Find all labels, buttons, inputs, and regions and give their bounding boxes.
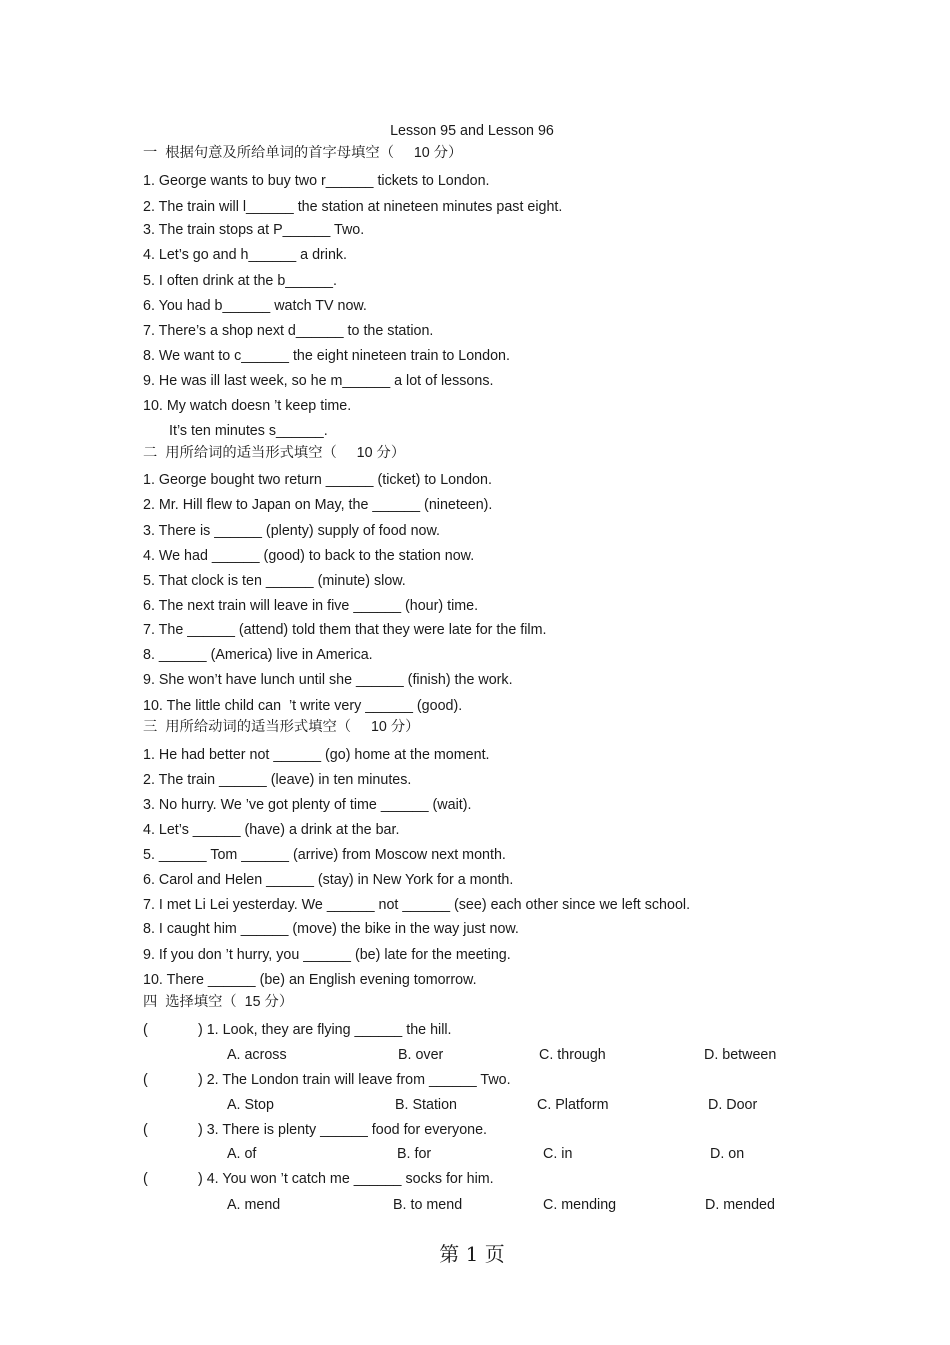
choice-option: C. Platform (537, 1097, 609, 1113)
question-line: 9. He was ill last week, so he m______ a lot of lessons. (143, 373, 494, 389)
section-heading-3: 三 用所给动词的适当形式填空（ 10 分） (143, 719, 420, 735)
choice-option: D. on (710, 1146, 745, 1162)
choice-option: D. mended (705, 1197, 775, 1213)
question-line: 9. She won’t have lunch until she ______ (finish) the work. (143, 672, 513, 688)
answer-paren: ( (143, 1122, 148, 1138)
choice-option: A. across (227, 1047, 287, 1063)
question-line: 2. The train ______ (leave) in ten minutes. (143, 772, 412, 788)
question-line: 6. The next train will leave in five ______ (hour) time. (143, 598, 479, 614)
choice-option: A. Stop (227, 1097, 274, 1113)
choice-option: B. Station (395, 1097, 457, 1113)
question-line: 3. There is ______ (plenty) supply of food now. (143, 523, 440, 539)
question-line: 4. Let’s ______ (have) a drink at the bar. (143, 822, 400, 838)
section-heading-2: 二 用所给词的适当形式填空（ 10 分） (143, 445, 406, 461)
question-line: 1. George wants to buy two r______ tickets to London. (143, 173, 490, 189)
question-line: 2. The train will l______ the station at nineteen minutes past eight. (143, 199, 563, 215)
question-line: 8. ______ (America) live in America. (143, 647, 373, 663)
question-line: 5. ______ Tom ______ (arrive) from Moscow next month. (143, 847, 506, 863)
choice-option: A. mend (227, 1197, 281, 1213)
choice-question-stem: ) 3. There is plenty ______ food for everyone. (198, 1122, 488, 1138)
choice-question-stem: ) 2. The London train will leave from ______ Two. (198, 1072, 511, 1088)
answer-paren: ( (143, 1022, 148, 1038)
question-line: 10. The little child can ’t write very ______ (good). (143, 698, 463, 714)
choice-option: C. mending (543, 1197, 617, 1213)
question-line: 10. There ______ (be) an English evening tomorrow. (143, 972, 477, 988)
choice-option: B. over (398, 1047, 444, 1063)
question-line: 10. My watch doesn ’t keep time. (143, 398, 352, 414)
question-line-continued: It’s ten minutes s______. (169, 423, 328, 439)
page-number-footer: 第 1 页 (439, 1242, 505, 1266)
section-heading-4: 四 选择填空（ 15 分） (143, 994, 294, 1010)
answer-paren: ( (143, 1072, 148, 1088)
question-line: 8. I caught him ______ (move) the bike in the way just now. (143, 921, 519, 937)
question-line: 3. The train stops at P______ Two. (143, 222, 365, 238)
choice-question-stem: ) 1. Look, they are flying ______ the hill. (198, 1022, 452, 1038)
question-line: 4. We had ______ (good) to back to the station now. (143, 548, 475, 564)
question-line: 7. There’s a shop next d______ to the station. (143, 323, 434, 339)
question-line: 1. George bought two return ______ (ticket) to London. (143, 472, 492, 488)
question-line: 8. We want to c______ the eight nineteen train to London. (143, 348, 510, 364)
choice-option: C. through (539, 1047, 606, 1063)
choice-option: B. for (397, 1146, 432, 1162)
question-line: 1. He had better not ______ (go) home at the moment. (143, 747, 490, 763)
question-line: 5. I often drink at the b______. (143, 273, 337, 289)
question-line: 4. Let’s go and h______ a drink. (143, 247, 348, 263)
choice-question-stem: ) 4. You won ’t catch me ______ socks for him. (198, 1171, 494, 1187)
question-line: 6. You had b______ watch TV now. (143, 298, 367, 314)
question-line: 6. Carol and Helen ______ (stay) in New York for a month. (143, 872, 514, 888)
choice-option: B. to mend (393, 1197, 463, 1213)
choice-option: D. between (704, 1047, 777, 1063)
question-line: 2. Mr. Hill flew to Japan on May, the ______ (nineteen). (143, 497, 493, 513)
question-line: 5. That clock is ten ______ (minute) slow. (143, 573, 406, 589)
choice-option: C. in (543, 1146, 573, 1162)
choice-option: A. of (227, 1146, 257, 1162)
question-line: 3. No hurry. We ’ve got plenty of time ______ (wait). (143, 797, 472, 813)
question-line: 7. I met Li Lei yesterday. We ______ not ______ (see) each other since we left school. (143, 897, 691, 913)
answer-paren: ( (143, 1171, 148, 1187)
section-heading-1: 一 根据句意及所给单词的首字母填空（ 10 分） (143, 145, 463, 161)
choice-option: D. Door (708, 1097, 758, 1113)
question-line: 7. The ______ (attend) told them that they were late for the film. (143, 622, 547, 638)
question-line: 9. If you don ’t hurry, you ______ (be) late for the meeting. (143, 947, 511, 963)
page-title: Lesson 95 and Lesson 96 (390, 123, 554, 139)
